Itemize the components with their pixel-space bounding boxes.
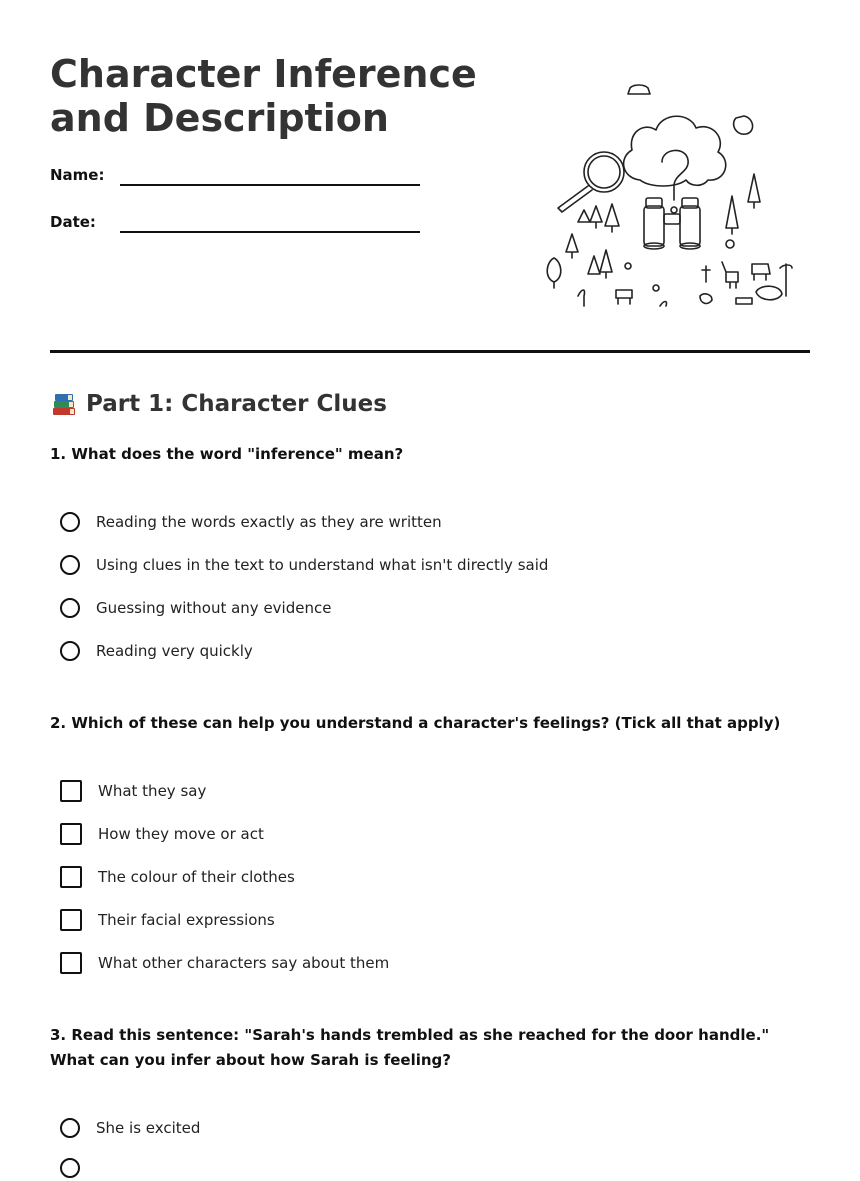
q1-option-4[interactable]	[60, 638, 253, 664]
option-label: Reading the words exactly as they are written	[96, 513, 442, 531]
q3-option-1[interactable]	[60, 1115, 200, 1141]
name-label: Name:	[50, 166, 105, 184]
q2-option-1[interactable]	[60, 778, 206, 804]
radio-button[interactable]	[60, 598, 80, 618]
name-field[interactable]	[50, 166, 430, 196]
option-label: What other characters say about them	[98, 954, 390, 972]
q2-option-3[interactable]	[60, 864, 295, 890]
section-divider	[50, 350, 810, 353]
q1-option-2[interactable]	[60, 552, 548, 578]
checkbox[interactable]	[60, 866, 82, 888]
date-line[interactable]	[120, 231, 420, 233]
radio-button[interactable]	[60, 555, 80, 575]
date-field[interactable]	[50, 213, 430, 243]
option-label: Using clues in the text to understand what isn't directly said	[96, 556, 549, 574]
option-label: The colour of their clothes	[98, 868, 295, 886]
option-label: How they move or act	[98, 825, 264, 843]
radio-button[interactable]	[60, 512, 80, 532]
question-1: 1. What does the word "inference" mean?	[50, 445, 404, 463]
checkbox[interactable]	[60, 780, 82, 802]
option-label: What they say	[98, 782, 207, 800]
q2-option-2[interactable]	[60, 821, 264, 847]
radio-button[interactable]	[60, 1118, 80, 1138]
radio-button[interactable]	[60, 1158, 80, 1178]
question-3: 3. Read this sentence: "Sarah's hands trembled as she reached for the door handle." What can you infer about how Sarah is feeling?	[50, 1026, 770, 1069]
name-line[interactable]	[120, 184, 420, 186]
checkbox[interactable]	[60, 909, 82, 931]
question-2: 2. Which of these can help you understand a character's feelings? (Tick all that apply)	[50, 714, 781, 732]
part1-title-text: Part 1: Character Clues	[86, 391, 387, 417]
option-label: Guessing without any evidence	[96, 599, 332, 617]
books-icon	[50, 390, 78, 418]
page-title: Character Inference and Description	[50, 52, 477, 140]
checkbox[interactable]	[60, 952, 82, 974]
q2-option-4[interactable]	[60, 907, 275, 933]
option-label: Their facial expressions	[98, 911, 275, 929]
detective-nature-illustration-icon	[540, 82, 800, 318]
q1-option-3[interactable]	[60, 595, 331, 621]
q1-option-1[interactable]	[60, 509, 442, 535]
date-label: Date:	[50, 213, 96, 231]
part1-title	[50, 388, 387, 420]
q3-option-2-partial[interactable]	[60, 1155, 80, 1181]
radio-button[interactable]	[60, 641, 80, 661]
q2-option-5[interactable]	[60, 950, 389, 976]
option-label: Reading very quickly	[96, 642, 253, 660]
option-label: She is excited	[96, 1119, 201, 1137]
checkbox[interactable]	[60, 823, 82, 845]
